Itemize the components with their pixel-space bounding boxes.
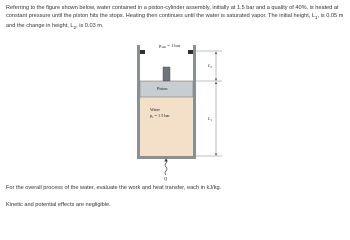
water-label: Water xyxy=(150,107,160,112)
problem-intro-c: , is 0.03 m. xyxy=(76,23,104,30)
piston-rod xyxy=(163,67,170,81)
water-pressure-label: $p_1 = 1.5$ bar xyxy=(150,113,170,119)
cylinder-bottom-wall xyxy=(137,156,196,159)
l2-subscript: 2 xyxy=(73,25,77,31)
l1-subscript: 1 xyxy=(314,15,318,21)
patm-label: $p_{atm} = 1$ bar xyxy=(159,43,181,49)
cylinder-right-wall xyxy=(193,45,196,159)
l2-arrow-top xyxy=(215,52,217,55)
l1-arrow-bottom xyxy=(215,154,217,157)
water-region xyxy=(140,97,193,156)
question-text: For the overall process of the water, evaluate the work and heat transfer, each in kJ/kg. xyxy=(6,185,222,191)
l2-label: $L_2$ xyxy=(208,63,212,69)
problem-intro-b: , is 0.05 m and the change in height, L xyxy=(6,13,344,30)
l2-arrow-bottom xyxy=(215,79,217,82)
piston-label: Piston xyxy=(157,86,168,91)
l1-label: $L_1$ xyxy=(208,116,212,122)
left-stop xyxy=(140,50,145,54)
right-stop xyxy=(188,50,193,54)
note-text: Kinetic and potential effects are negligible. xyxy=(6,202,111,208)
cylinder-left-wall xyxy=(137,45,140,159)
problem-intro-a: Referring to the figure shown below, water contained in a piston-cylinder assembly, initially at 1.5 bar and a quality of 40%, is heated at constant pressure until the piston hits the stops. Heating then continues until the water is saturated vapor. The initial height, L xyxy=(6,5,339,19)
q-label: Q xyxy=(164,176,168,181)
l1-arrow-top xyxy=(215,82,217,85)
